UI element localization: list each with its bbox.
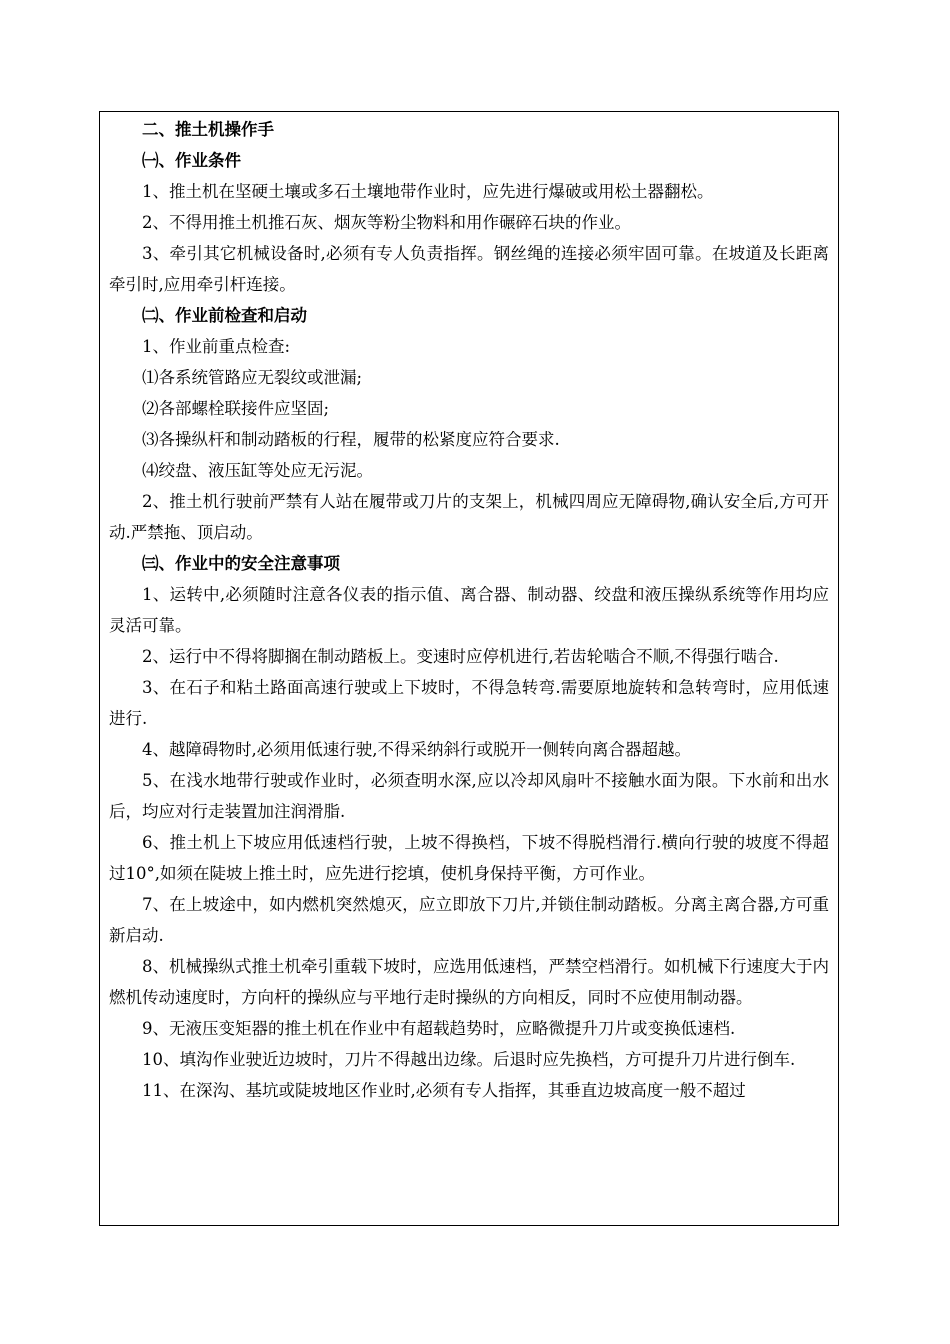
document-heading: 二、推土机操作手 <box>142 120 274 139</box>
paragraph: 1、运转中,必须随时注意各仪表的指示值、离合器、制动器、绞盘和液压操纵系统等作用均应灵活可靠。 <box>109 585 829 635</box>
paragraph: 2、不得用推土机推石灰、烟灰等粉尘物料和用作碾碎石块的作业。 <box>142 213 631 232</box>
paragraph: 3、牵引其它机械设备时,必须有专人负责指挥。钢丝绳的连接必须牢固可靠。在坡道及长距离牵引时,应用牵引杆连接。 <box>109 244 829 294</box>
document-content <box>100 112 838 1106</box>
section-title: ㈢、作业中的安全注意事项 <box>142 554 340 573</box>
paragraph: ⑵各部螺栓联接件应坚固; <box>142 399 330 418</box>
paragraph: ⑷绞盘、液压缸等处应无污泥。 <box>142 461 373 480</box>
paragraph: ⑶各操纵杆和制动踏板的行程，履带的松紧度应符合要求. <box>142 430 560 449</box>
section-title: ㈠、作业条件 <box>142 151 241 170</box>
paragraph: 8、机械操纵式推土机牵引重载下坡时，应选用低速档，严禁空档滑行。如机械下行速度大于内燃机传动速度时，方向杆的操纵应与平地行走时操纵的方向相反，同时不应使用制动器。 <box>109 957 829 1007</box>
paragraph: 2、推土机行驶前严禁有人站在履带或刀片的支架上，机械四周应无障碍物,确认安全后,方可开动.严禁拖、顶启动。 <box>109 492 829 542</box>
paragraph: 10、填沟作业驶近边坡时，刀片不得越出边缘。后退时应先换档，方可提升刀片进行倒车. <box>142 1050 796 1069</box>
paragraph: 1、推土机在坚硬土壤或多石土壤地带作业时，应先进行爆破或用松土器翻松。 <box>142 182 714 201</box>
paragraph: 1、作业前重点检查: <box>142 337 291 356</box>
paragraph: 2、运行中不得将脚搁在制动踏板上。变速时应停机进行,若齿轮啮合不顺,不得强行啮合. <box>142 647 779 666</box>
section-title: ㈡、作业前检查和启动 <box>142 306 307 325</box>
paragraph: 9、无液压变矩器的推土机在作业中有超载趋势时，应略微提升刀片或变换低速档. <box>142 1019 736 1038</box>
paragraph: ⑴各系统管路应无裂纹或泄漏; <box>142 368 363 387</box>
paragraph: 5、在浅水地带行驶或作业时，必须查明水深,应以冷却风扇叶不接触水面为限。下水前和出水后，均应对行走装置加注润滑脂. <box>109 771 829 821</box>
paragraph: 3、在石子和粘土路面高速行驶或上下坡时，不得急转弯.需要原地旋转和急转弯时，应用低速进行. <box>109 678 829 728</box>
paragraph: 4、越障碍物时,必须用低速行驶,不得采纳斜行或脱开一侧转向离合器超越。 <box>142 740 691 759</box>
paragraph: 7、在上坡途中，如内燃机突然熄灭，应立即放下刀片,并锁住制动踏板。分离主离合器,方可重新启动. <box>109 895 829 945</box>
document-table-cell <box>99 111 839 1226</box>
paragraph: 6、推土机上下坡应用低速档行驶，上坡不得换档，下坡不得脱档滑行.横向行驶的坡度不得超过10°,如须在陡坡上推土时，应先进行挖填，使机身保持平衡，方可作业。 <box>109 833 829 883</box>
paragraph: 11、在深沟、基坑或陡坡地区作业时,必须有专人指挥，其垂直边坡高度一般不超过 <box>142 1081 746 1100</box>
